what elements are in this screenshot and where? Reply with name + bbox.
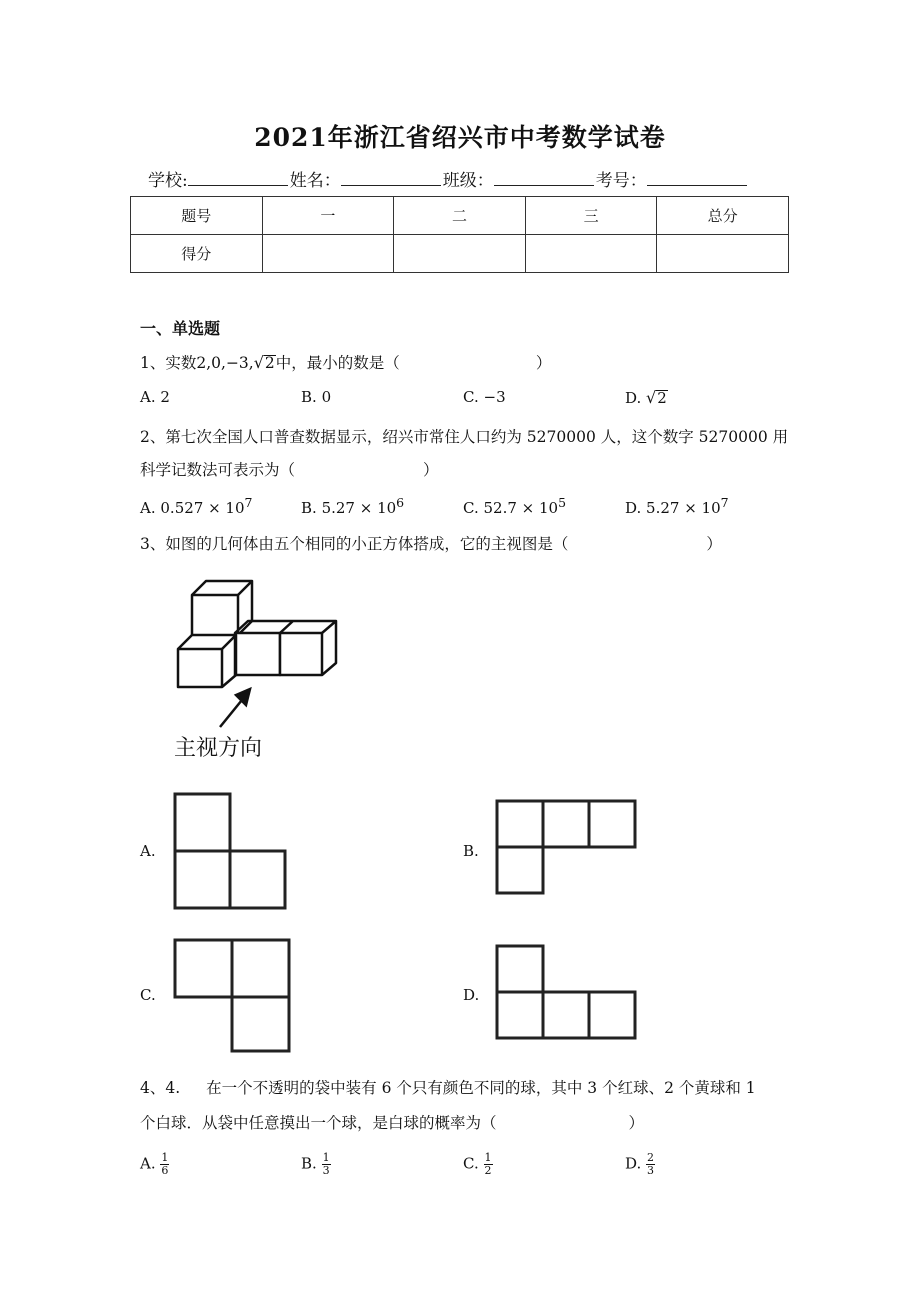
q3-option-d-figure[interactable] [492,942,640,1042]
option-mantissa: 5.27 × 10 [646,499,721,517]
q2-option-c[interactable] [463,495,566,517]
option-exponent: 7 [720,495,729,510]
option-letter: B. [301,499,317,517]
option-letter: B. [301,1154,317,1173]
front-cube [178,649,222,687]
option-letter: D. [625,389,642,407]
option-letter: D. [625,499,642,517]
option-letter: A. [140,388,156,406]
option-letter: B. [301,388,317,406]
fraction-numerator: 1 [322,1151,330,1164]
q2-close: ） [423,461,439,479]
fraction-denominator: 3 [322,1164,330,1177]
fraction-numerator: 2 [647,1151,655,1164]
q3-option-a-figure[interactable] [170,790,290,912]
q1-option-a[interactable] [140,388,170,406]
q3-stem: 3、如图的几何体由五个相同的小正方体搭成，它的主视图是（ [140,535,569,553]
q4-option-d[interactable] [625,1152,655,1177]
q3-option-c-figure[interactable] [170,936,294,1056]
q4-stem-2: 个白球．从袋中任意摸出一个球，是白球的概率为（ [140,1114,497,1132]
option-text: −3 [483,388,506,406]
page-title: 2021年浙江省绍兴市中考数学试卷 [254,123,666,152]
q1-suffix: 中，最小的数是（ [275,354,400,372]
option-fraction [160,1152,169,1177]
option-letter: C. [463,1154,479,1173]
header-cell: 一 [262,197,394,235]
header-cell: 三 [525,197,657,235]
option-mantissa: 52.7 × 10 [483,499,559,517]
option-text: 0 [321,388,332,406]
option-letter: A. [140,1154,156,1173]
cube-figure [170,575,360,765]
exam-no-blank[interactable] [647,169,747,186]
q2-stem: 科学记数法可表示为（ [140,461,296,479]
header-cell: 二 [394,197,526,235]
score-table-header-row [131,197,789,235]
q3-close: ） [706,535,722,553]
question-2-line-1: 2、第七次全国人口普查数据显示，绍兴市常住人口约为 5270000 人，这个数字 5270000 用 [140,428,789,446]
question-4-line-2 [140,1111,644,1133]
row-cube-2 [280,633,322,675]
score-cell[interactable] [262,235,394,273]
q3-option-c-letter[interactable]: C. [140,986,156,1004]
name-label: 姓名： [289,171,341,191]
school-label: 学校: [148,171,188,191]
option-exponent: 7 [244,495,253,510]
option-letter: D. [625,1154,642,1173]
option-text: 2 [160,388,170,406]
score-table [130,196,789,273]
student-info-line [148,166,749,191]
sqrt-icon: √ [253,353,264,372]
q3-option-a-letter[interactable]: A. [140,842,156,860]
q4-number: 4、4. [140,1079,181,1097]
option-letter: C. [463,388,479,406]
q1-option-c[interactable] [463,388,506,406]
q4-option-b[interactable] [301,1152,331,1177]
q1-prefix: 1、实数2,0,−3, [140,354,254,372]
option-fraction [646,1152,655,1177]
score-cell[interactable] [525,235,657,273]
q1-radicand: 2 [264,354,275,372]
score-table-score-row [131,235,789,273]
sqrt-icon: √ [646,388,657,407]
q1-close: ） [535,354,552,372]
q2-option-b[interactable] [301,495,404,517]
header-cell: 题号 [131,197,263,235]
q3-option-b-letter[interactable]: B. [463,842,479,860]
question-3 [140,532,722,554]
fraction-denominator: 2 [484,1164,492,1177]
score-cell[interactable] [394,235,526,273]
option-radicand: 2 [657,389,667,407]
row-cube-1 [235,633,280,675]
q3-option-d-letter[interactable]: D. [463,986,480,1004]
class-label: 班级： [442,171,494,191]
header-cell: 总分 [657,197,789,235]
fraction-denominator: 3 [647,1164,655,1177]
option-fraction [484,1152,493,1177]
q4-option-a[interactable] [140,1152,169,1177]
direction-label: 主视方向 [174,736,263,761]
q2-option-a[interactable] [140,495,252,517]
q1-option-b[interactable] [301,388,331,406]
fraction-numerator: 1 [161,1151,169,1164]
option-exponent: 6 [396,495,405,510]
name-blank[interactable] [341,169,441,186]
option-letter: A. [140,499,156,517]
class-blank[interactable] [494,169,594,186]
fraction-numerator: 1 [484,1151,492,1164]
q3-option-b-figure[interactable] [492,797,640,897]
option-mantissa: 5.27 × 10 [321,499,397,517]
section-title: 一、单选题 [140,319,221,338]
question-2-line-2 [140,458,439,480]
fraction-denominator: 6 [161,1164,169,1177]
q1-option-d[interactable] [625,388,668,407]
q4-stem-1: 在一个不透明的袋中装有 6 个只有颜色不同的球，其中 3 个红球、2 个黄球和 1 [206,1079,756,1097]
top-cube-front [192,595,238,635]
score-cell[interactable] [657,235,789,273]
option-fraction [322,1152,331,1177]
exam-no-label: 考号： [595,171,647,191]
q2-option-d[interactable] [625,495,729,517]
option-letter: C. [463,499,479,517]
question-4-line-1 [140,1076,756,1098]
q4-close: ） [628,1114,645,1132]
q4-option-c[interactable] [463,1152,493,1177]
school-blank[interactable] [188,169,288,186]
arrow-icon [236,689,250,705]
score-row-label: 得分 [131,235,263,273]
option-exponent: 5 [558,495,567,510]
option-mantissa: 0.527 × 10 [160,499,245,517]
question-1 [140,351,551,373]
